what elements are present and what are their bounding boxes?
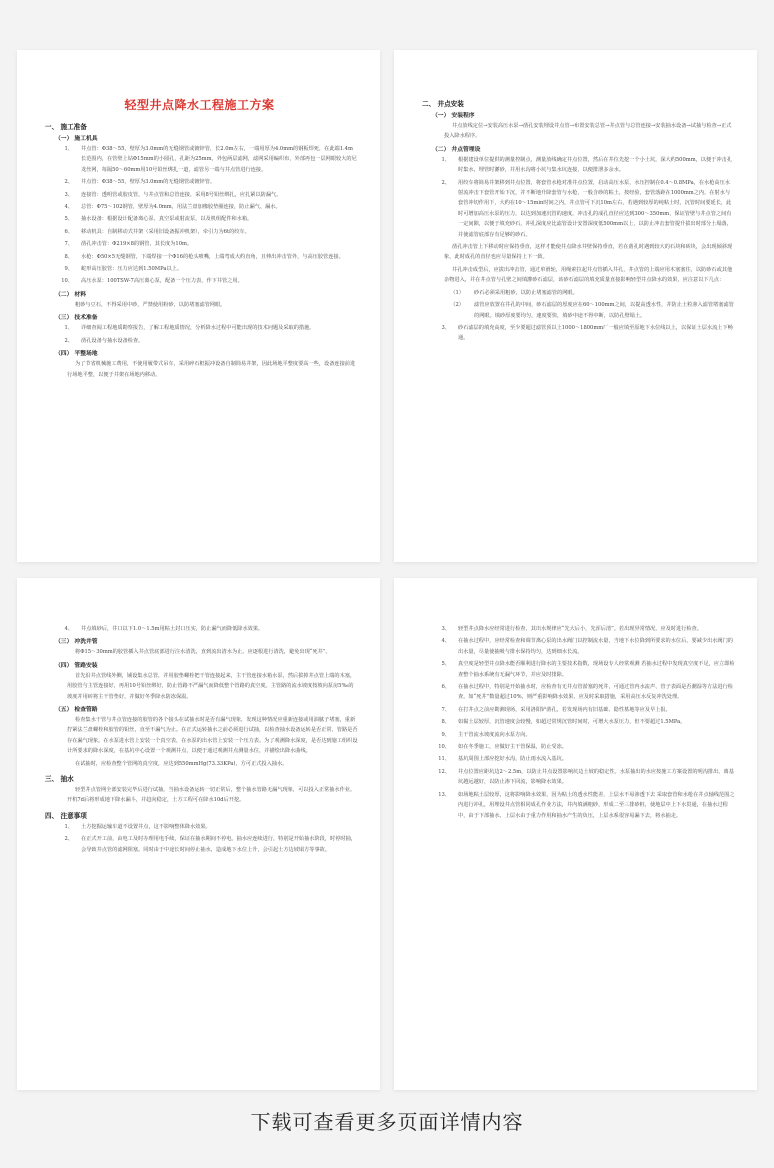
- list-item-text: 移动机具：自制移动式井架（采用旧设备振冲机架），牵引力为6t的绞车。: [81, 228, 250, 235]
- list-item-number: 7、: [441, 706, 450, 713]
- list-item: [418, 636, 735, 657]
- subsection-heading: （一） 施工机具: [55, 136, 98, 142]
- page-1-content: [41, 121, 358, 380]
- list-item: [41, 214, 358, 224]
- sub-list-item: [418, 288, 735, 298]
- list-item: [418, 754, 735, 764]
- list-item: [41, 624, 358, 634]
- list-item-number: 2、: [441, 179, 450, 186]
- list-item-number: 7、: [64, 241, 73, 248]
- list-item-number: 5、: [64, 216, 73, 223]
- list-item: [418, 742, 735, 752]
- list-item-text: 主干管流水坡度流向水泵方向。: [458, 731, 531, 738]
- list-item-text: 用绞车将简易井架移到井点位置，将套管水枪对准井点位置，启动高压水泵，水压控制在0.4～0.8MPa，在水枪高压水射流冲击下套管开始下沉，并不断地升降套管与水枪，一般含砂的粘土，按经验，套管落距在1000mm之内，在射水与套管冲切作用下，大约在10～15min时间之内，井点管可下沉10m左右，若遇到较厚的纯粘土时，沉管时间要延长，此时可增加高压水泵的压力，以达到加速沉管的速度。冲击孔的成孔直径应达到300～350mm，保证管壁与井点管之间有一定间隙，以便于填充砂石，冲孔深度应比滤管设计安置深度低500mm以上，以防止冲击套管提升拔出时部分土塌落，并使滤管底部存有足够的砂石。: [458, 179, 732, 238]
- list-item-number: （2）: [450, 302, 464, 309]
- list-item: [418, 705, 735, 715]
- list-item: [41, 834, 358, 855]
- list-item-text: 详细查阅工程地质勘察报告，了解工程地质情况，分析降水过程中可能出现的技术问题及采取的措施。: [81, 325, 315, 332]
- list-item-number: 4、: [64, 626, 73, 632]
- subsection-heading: （四） 管路安装: [55, 662, 98, 669]
- list-item: [418, 624, 735, 634]
- list-item-number: （1）: [450, 289, 464, 296]
- list-item-text: 井点填砂后，井口以下1.0～1.5m用粘土封口压实，防止漏气而降低降水效果。: [81, 626, 264, 632]
- paragraph: 凿孔冲击管上下移动时应保持垂直，这样才能使井点降水井壁保持垂直，若在凿孔时遇到较大的石块和砖块，会出现倾斜现象，此时成孔的直径也应尽量保持上下一致。: [444, 244, 733, 261]
- list-item: [41, 822, 358, 832]
- page-4-content: [418, 624, 735, 821]
- list-item: [41, 177, 358, 187]
- list-item-number: 1、: [64, 146, 73, 152]
- list-item: [418, 717, 735, 727]
- list-item: [41, 323, 358, 333]
- list-item-text: 如黏土层较厚，沉管速度会较慢，如超过常规沉管时间时，可增大水泵压力，但不要超过1.5MPa。: [458, 719, 686, 726]
- list-item-number: 10、: [61, 278, 73, 285]
- list-item: [41, 202, 358, 212]
- list-item: [418, 155, 735, 176]
- list-item-number: 6、: [64, 228, 73, 235]
- list-item-text: 轻型井点降水应经常进行检查，其出水规律应“先大后小，先浑后清”。若出现异常情况，应及时进行检查。: [458, 626, 702, 632]
- list-item-text: 砂石必须采用粗砂，以防止堵塞滤管的网眼。: [474, 289, 578, 296]
- document-page-3: [17, 578, 380, 1090]
- list-item-text: 抽水设备：根据设计配备离心泵、真空泵或射流泵，以及机组配件和水箱。: [81, 216, 253, 223]
- list-item-number: 2、: [64, 179, 73, 186]
- list-item-number: 4、: [64, 204, 73, 211]
- list-item-text: 凿孔设备与抽水设备检查。: [81, 337, 144, 344]
- subsection-heading: （五） 检查管路: [55, 707, 98, 714]
- paragraph: 轻型井点管网全部安装完毕后进行试抽。当抽水设备运转一切正常后，整个抽水管路无漏气现象，可以投入正常抽水作业。开机7d后将形成地下降水漏斗，并趋向稳定，土方工程可在降水10d后开挖。: [67, 787, 356, 804]
- list-item-number: 11、: [438, 756, 450, 763]
- list-item: [418, 767, 735, 788]
- list-item-number: 6、: [441, 684, 450, 691]
- list-item-text: 高压水泵：100TSW-7高压离心泵，配备一个压力表，作下井管之用。: [81, 278, 243, 285]
- paragraph: 首先沿井点管线外侧，铺设集水总管，并用胶垫螺栓把干管连接起来，主干管连接水箱水泵，然后拔掉井点管上端的木塞，用胶管与主管连接好，再用10号铅丝绑好，防止管路不严漏气而降低整个管路的真空度。主管路的流水坡度按坡向泵房5‰的坡度并用砖将主干管垫好，并做好冬季降水防冻保温。: [67, 672, 356, 700]
- doc-title: 轻型井点降水工程施工方案: [124, 98, 275, 112]
- list-item-text: 在抽水过程中，应经常检查和调节离心泵的出水阀门以控制流水量，当地下水位降到所要求的水位后，要减少出水阀门的出水量，尽量使抽吸与排水保持均匀，达到细水长流。: [458, 638, 733, 655]
- subsection-heading: （二） 材料: [55, 291, 87, 298]
- section-heading: 三、 抽水: [45, 775, 74, 784]
- paragraph: 为了节省机械施工费用，不使用履带式吊车，采用碎石框振冲设备自制简易井架，因此场地平整度要高一些，设备连接前进行场地平整，以便于井架在场地内移动。: [67, 361, 356, 378]
- list-item-text: 如在冬季施工，应做好主干管保温，防止受冻。: [458, 744, 567, 751]
- list-item-text: 井点位置应距坑边2～2.5m，以防止井点设置影响坑边土坡的稳定性。水泵抽出的水应按施工方案设置的明沟排出，离基坑越远越好，以防止渗下回流，影响降水效果。: [458, 768, 734, 786]
- list-item: [418, 790, 735, 821]
- list-item-number: 12、: [438, 768, 450, 775]
- list-item-text: 蛇形高压胶管：压力应达到1.50MPa以上。: [81, 266, 183, 273]
- list-item-text: 在正式开工前，由电工及时办理用电手续，保证在抽水期间不停电。抽水应连续进行，特别是开始抽水阶段，时停时抽，会导致井点管的滤网阻塞。同时由于中途长时间停止抽水，造成地下水位上升，会引起土方边坡塌方等事故。: [81, 836, 356, 853]
- list-item-number: 9、: [64, 266, 73, 273]
- list-item-text: 滤管应放置在井孔的中间，砂石滤层的厚度应在60～100mm之间，以提高透水性，并防止土粒渗入滤管堵塞滤管的网眼。填砂厚度要均匀，速度要快，填砂中途不得中断，以防孔壁塌土。: [474, 302, 734, 319]
- list-item-number: 3、: [64, 191, 73, 198]
- page-3-content: [41, 624, 358, 855]
- list-item-text: 水枪：Φ50×5无缝钢管，下端焊接一个Φ16的枪头喷嘴，上端弯成大约直角，且伸出冲击管外，与高压胶管连接。: [81, 253, 344, 260]
- list-item-number: 1、: [64, 823, 73, 830]
- list-item: [418, 178, 735, 240]
- paragraph: 井孔冲击成型后，应拔出冲击管，通过单滑轮，用绳索拉起井点管插入井孔，井点管的上端应用木塞塞住，以防砂石或其他杂物进入，并在井点管与孔壁之间填灌砂石滤层，该砂石滤层的填充质量直接影响轻型井点降水的效果，应注意以下几点：: [444, 266, 733, 284]
- paragraph: 将Φ15～30mm的胶管插入井点管底部进行注水清洗，直到流出清水为止。应逐根进行清洗，避免出现“死井”。: [75, 649, 331, 656]
- list-item-text: 土方挖掘运输车道不设置井点，这不影响整体降水效果。: [81, 823, 211, 830]
- list-item-number: 2、: [64, 836, 73, 843]
- list-item-number: 3、: [441, 626, 450, 632]
- list-item-text: 凿孔冲击管：Φ219×8的钢管，其长度为10m。: [81, 241, 193, 248]
- subsection-heading: （一） 安装程序: [432, 113, 475, 119]
- list-item: [41, 252, 358, 262]
- document-page-1: [17, 50, 380, 562]
- paragraph: 在试抽时，应检查整个管网的真空度，应达到550mmHg(73.33KPa)，方可正式投入抽水。: [75, 760, 288, 767]
- section-heading: 一、 施工准备: [45, 123, 87, 131]
- document-page-4: [394, 578, 757, 1090]
- list-item-number: 9、: [441, 731, 450, 738]
- list-item-text: 砂石滤层的填充高度，至少要超过滤管顶以上1000～1800mm厂一般应填至原地下水位线以上，以保证土层水流上下畅通。: [458, 324, 733, 342]
- list-item: [41, 336, 358, 346]
- subsection-heading: （三） 冲洗井管: [55, 639, 98, 646]
- list-item: [418, 682, 735, 703]
- list-item-number: 2、: [64, 337, 73, 344]
- list-item-number: 1、: [441, 156, 450, 163]
- list-item-text: 连接管：透明管或胶皮管，与井点管和总管连接，采用8号铅丝绑扎，应扎紧以防漏气。: [81, 191, 282, 198]
- list-item-number: 3、: [441, 324, 450, 331]
- subsection-heading: （四） 平整场地: [55, 351, 98, 358]
- list-item-number: 5、: [441, 661, 450, 668]
- list-item-text: 总管：Φ75～102钢管，壁厚为4.0mm，用法兰盘加橡胶垫圈连接，防止漏气、漏水。: [81, 204, 281, 211]
- section-heading: 四、 注意事项: [45, 811, 87, 820]
- list-item-text: 真空度是轻型井点降水能否顺利进行降水的主要技术指数，现场设专人经常观测 若抽水过程中发现真空度不足，应立即检查整个抽水系统有无漏气环节，并应及时排除。: [458, 661, 735, 678]
- list-item-text: 井点管：Φ38～55，壁厚为3.0mm的无缝钢管或镀锌管，长2.0m左右，一端用厚为4.0mm的钢板焊死，在此端1.4m长范围内，在管壁上钻Φ15mm的小圆孔，孔距为25mm，外包两层滤网，滤网采用编织布，外部再包一层网眼较大的尼龙丝网，每隔50～60mm用10号铅丝绑扎一道，滤管另一端与井点管进行连接。: [81, 146, 357, 173]
- subsection-heading: （二） 井点管埋设: [432, 146, 481, 153]
- sub-list-item: [418, 300, 735, 321]
- section-heading: 二、 井点安装: [422, 100, 464, 108]
- list-item-text: 如场地粘土层较厚，这将影响降水效果，因为粘土的透水性能差，上层水不易渗透下去 采取套管和水枪在井点轴线范围之内进行冲孔，用埋设井点管相同成孔作业方法，井内填满粗砂，形成二至三排砂桩，使地层中上下水贯通，在抽水过程中，由于下部抽水，上层水由于重力作用和抽水产生的负压，上层水系很容易漏下去，将水抽走。: [458, 791, 735, 819]
- paragraph: 井点放线定位→安装高压水泵→凿孔安装埋设井点管→布置安装总管→井点管与总管连接→安装抽水设备→试抽与检查→正式投入降水程序。: [444, 123, 732, 140]
- list-item-number: 1、: [64, 325, 73, 332]
- list-item: [41, 227, 358, 237]
- list-item: [41, 239, 358, 249]
- list-item-number: 10、: [438, 744, 450, 751]
- list-item: [41, 264, 358, 274]
- list-item: [41, 144, 358, 175]
- list-item: [418, 659, 735, 680]
- list-item-number: 8、: [64, 253, 73, 260]
- more-pages-caption[interactable]: 下载可查看更多页面详情内容: [250, 1110, 524, 1134]
- list-item: [41, 190, 358, 200]
- list-item: [418, 323, 735, 344]
- list-item-text: 在抽水过程中，特别是开始抽水时，应检查有无井点管淤塞的死井，可通过管内水流声、管子表面是否潮湿等方法进行检查。如“死井”数量超过10%，则严重影响降水效果，应及时采取措施，采用高压水反复冲洗处理。: [458, 684, 733, 701]
- list-item: [418, 730, 735, 740]
- list-item-number: 13、: [438, 791, 450, 798]
- document-page-2: [394, 50, 757, 562]
- list-item-text: 井点管：Φ38～55，壁厚为3.0mm的无缝钢管或镀锌管。: [81, 179, 216, 186]
- paragraph: 检查集水干管与井点管连接的胶管的各个接头在试抽水时是否有漏气现象，发现这种情况应重新连接或用油腻子堵塞，重新拧紧法兰盘螺栓和胶管的铅丝，直至不漏气为止。在正式运转抽水之前必须进行试抽，以检查抽水设备运转是否正常，管路是否存在漏气现象。在水泵进水管上安装一个真空表，在水泵的出水管上安装一个压力表。为了观测降水深度，是否达到施工组织设计所要求的降水深度，在基坑中心设置一个观测井点，以便于通过观测井点测量水位，并描绘出降水曲线。: [67, 717, 358, 755]
- list-item-number: 4、: [441, 638, 450, 645]
- list-item-text: 在打井点之前应勘测现场，采用洛阳铲凿孔，若发现场内有旧基础、隐性墓地等应及早上报。: [458, 706, 671, 713]
- list-item-text: 基坑周围上部应挖好水沟，防止雨水流入基坑。: [458, 756, 567, 763]
- page-2-content: [418, 98, 735, 344]
- list-item-number: 8、: [441, 719, 450, 726]
- subsection-heading: （三） 技术准备: [55, 315, 98, 322]
- list-item: [41, 276, 358, 286]
- list-item-text: 根据建设单位提供的测量控制点，测量放线确定井点位置，然后在井位先挖一个小土坑，深大约500mm，以便于冲击孔时集水，埋管时灌砂，并用水沟将小坑与集水坑连接，以便排泄多余水。: [458, 156, 732, 174]
- paragraph: 粗砂与豆石，不得采用中砂，严禁使用粉砂，以防堵塞滤管网眼。: [75, 301, 226, 308]
